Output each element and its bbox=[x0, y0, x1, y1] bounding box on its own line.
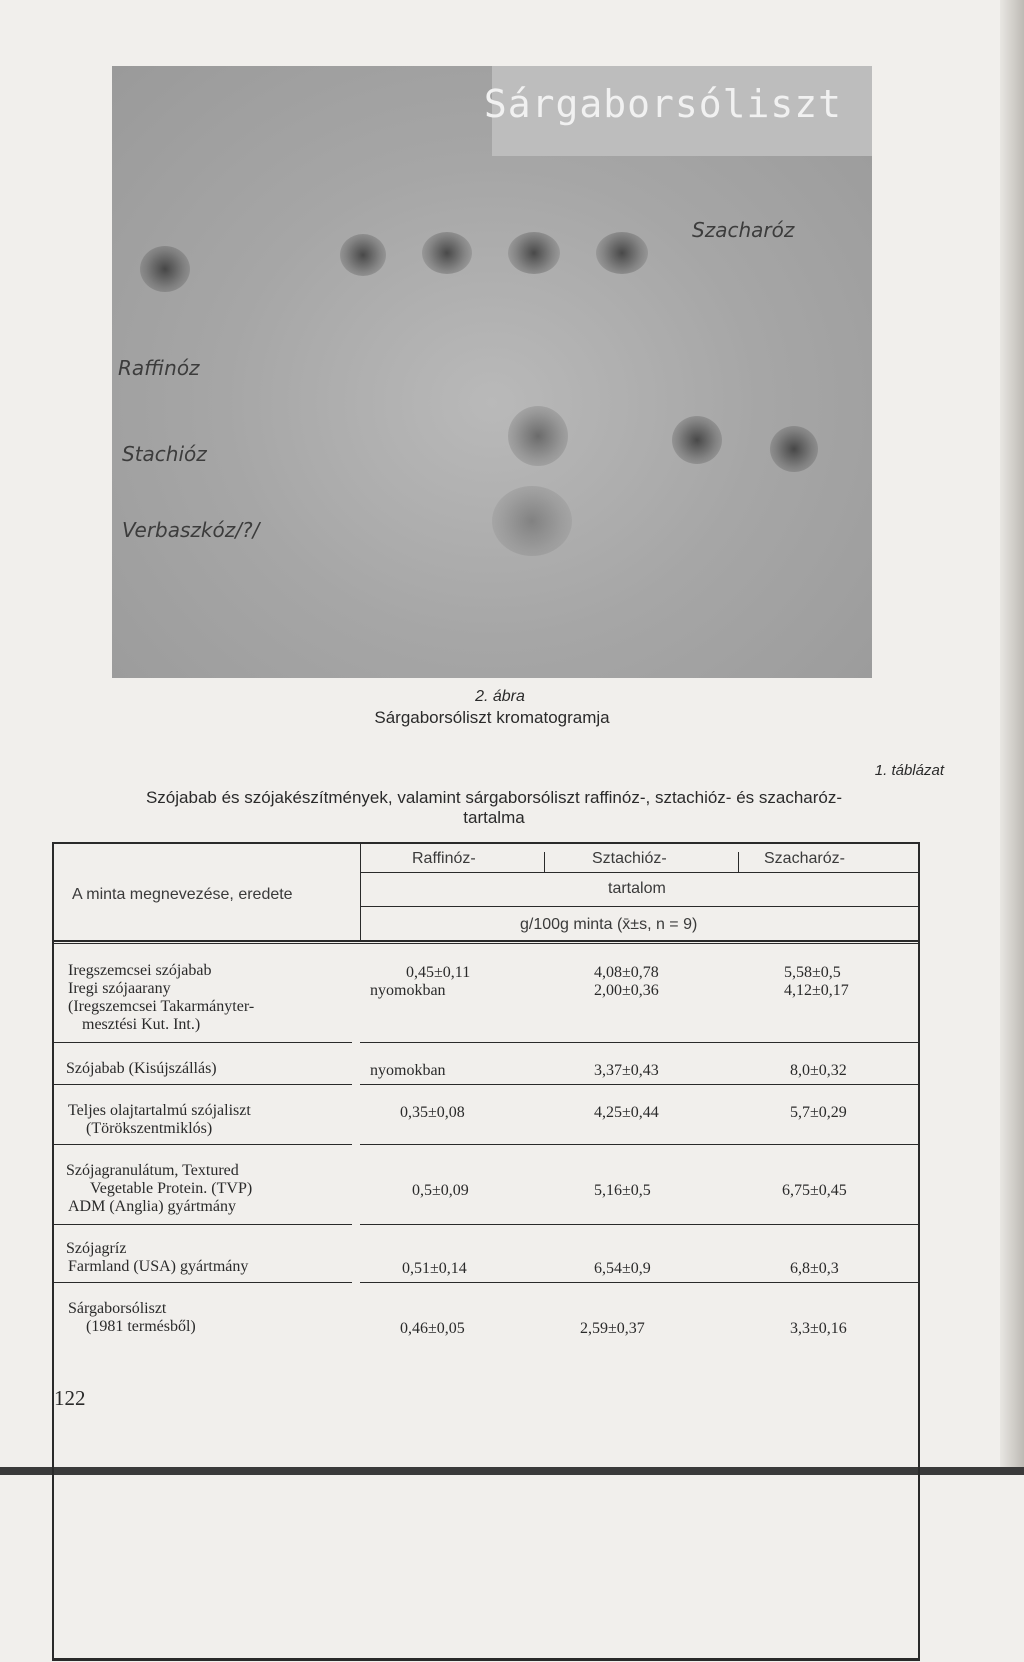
table-rule bbox=[360, 906, 918, 907]
table-rule bbox=[360, 842, 361, 940]
table-title bbox=[40, 788, 948, 828]
row-name-line: Szójagranulátum, Textured bbox=[66, 1162, 239, 1179]
table-rule bbox=[52, 842, 920, 844]
annotation-stachioz: Stachióz bbox=[122, 442, 207, 466]
sztachioz-value: 4,08±0,78 bbox=[594, 964, 659, 981]
table-rule bbox=[544, 852, 545, 872]
row-name-line: Iregi szójaarany bbox=[68, 980, 171, 997]
sztachioz-value: 3,37±0,43 bbox=[594, 1062, 659, 1079]
szacharoz-value: 3,3±0,16 bbox=[790, 1320, 847, 1337]
header-unit: g/100g minta (x̄±s, n = 9) bbox=[520, 916, 698, 933]
szacharoz-value: 8,0±0,32 bbox=[790, 1062, 847, 1079]
spot bbox=[492, 486, 572, 556]
spot bbox=[596, 232, 648, 274]
raffinoz-value: 0,46±0,05 bbox=[400, 1320, 465, 1337]
page-edge bbox=[1000, 0, 1024, 1475]
table-rule bbox=[52, 842, 54, 1660]
row-separator bbox=[52, 1042, 352, 1043]
row-name-line: Farmland (USA) gyártmány bbox=[68, 1258, 249, 1275]
raffinoz-value: nyomokban bbox=[370, 1062, 446, 1079]
annotation-verbaszkoz: Verbaszkóz/?/ bbox=[122, 518, 260, 542]
table-title-line: Szójabab és szójakészítmények, valamint sárgaborsóliszt raffinóz-, sztachióz- és szacharóz- bbox=[145, 788, 843, 807]
szacharoz-value: 6,8±0,3 bbox=[790, 1260, 839, 1277]
spot bbox=[340, 234, 386, 276]
photo-label-box bbox=[483, 66, 872, 156]
raffinoz-value: 0,5±0,09 bbox=[412, 1182, 469, 1199]
row-name-line: Iregszemcsei szójabab bbox=[68, 962, 212, 979]
spot bbox=[508, 406, 568, 466]
row-separator bbox=[360, 1282, 918, 1283]
row-name-line: Vegetable Protein. (TVP) bbox=[90, 1180, 253, 1197]
spot bbox=[770, 426, 818, 472]
row-separator bbox=[52, 1084, 352, 1085]
spot bbox=[140, 246, 190, 292]
row-name-line: (1981 termésből) bbox=[86, 1318, 196, 1335]
row-name-line: Teljes olajtartalmú szójaliszt bbox=[68, 1102, 251, 1119]
row-separator bbox=[360, 1042, 918, 1043]
row-name-line: ADM (Anglia) gyártmány bbox=[68, 1198, 236, 1215]
row-separator bbox=[360, 1144, 918, 1145]
row-separator bbox=[360, 1224, 918, 1225]
sztachioz-value: 2,59±0,37 bbox=[580, 1320, 645, 1337]
table-rule bbox=[918, 842, 920, 1660]
szacharoz-value: 5,7±0,29 bbox=[790, 1104, 847, 1121]
row-name-line: (Iregszemcsei Takarmányter- bbox=[68, 998, 255, 1015]
sztachioz-value: 2,00±0,36 bbox=[594, 982, 659, 999]
table-rule bbox=[738, 852, 739, 872]
row-separator bbox=[360, 1084, 918, 1085]
raffinoz-value: nyomokban bbox=[370, 982, 446, 999]
annotation-szacharoz: Szacharóz bbox=[692, 218, 795, 242]
row-separator bbox=[52, 1224, 352, 1225]
figure-number: 2. ábra bbox=[475, 688, 525, 705]
table-title-line: tartalma bbox=[463, 808, 525, 827]
row-separator bbox=[52, 1282, 352, 1283]
row-name-line: (Törökszentmiklós) bbox=[86, 1120, 213, 1137]
photo-label: Sárgaborsóliszt bbox=[483, 82, 842, 126]
row-name-line: Szójagríz bbox=[66, 1240, 127, 1257]
spot bbox=[422, 232, 472, 274]
header-sample-column: A minta megnevezése, eredete bbox=[72, 886, 293, 903]
table-rule bbox=[360, 872, 918, 873]
szacharoz-value: 5,58±0,5 bbox=[784, 964, 841, 981]
raffinoz-value: 0,51±0,14 bbox=[402, 1260, 467, 1277]
sztachioz-value: 5,16±0,5 bbox=[594, 1182, 651, 1199]
table-rule bbox=[52, 1658, 920, 1661]
page-number: 122 bbox=[54, 1386, 86, 1410]
szacharoz-value: 6,75±0,45 bbox=[782, 1182, 847, 1199]
header-szacharoz: Szacharóz- bbox=[764, 850, 845, 867]
chromatogram-photo bbox=[112, 66, 872, 678]
header-sztachioz: Sztachióz- bbox=[592, 850, 667, 867]
table-number: 1. táblázat bbox=[874, 762, 944, 779]
sztachioz-value: 4,25±0,44 bbox=[594, 1104, 659, 1121]
spot bbox=[508, 232, 560, 274]
spot bbox=[672, 416, 722, 464]
header-raffinoz: Raffinóz- bbox=[412, 850, 476, 867]
row-name-line: Sárgaborsóliszt bbox=[68, 1300, 167, 1317]
raffinoz-value: 0,35±0,08 bbox=[400, 1104, 465, 1121]
annotation-raffinoz: Raffinóz bbox=[118, 356, 200, 380]
row-name-line: mesztési Kut. Int.) bbox=[82, 1016, 201, 1033]
sztachioz-value: 6,54±0,9 bbox=[594, 1260, 651, 1277]
szacharoz-value: 4,12±0,17 bbox=[784, 982, 849, 999]
table-rule bbox=[52, 940, 918, 942]
header-tartalom: tartalom bbox=[608, 880, 666, 897]
row-name-line: Szójabab (Kisújszállás) bbox=[66, 1060, 217, 1077]
table-rule bbox=[52, 943, 918, 944]
row-separator bbox=[52, 1144, 352, 1145]
raffinoz-value: 0,45±0,11 bbox=[406, 964, 471, 981]
figure-caption: Sárgaborsóliszt kromatogramja bbox=[374, 708, 610, 727]
data-table bbox=[52, 842, 920, 1662]
